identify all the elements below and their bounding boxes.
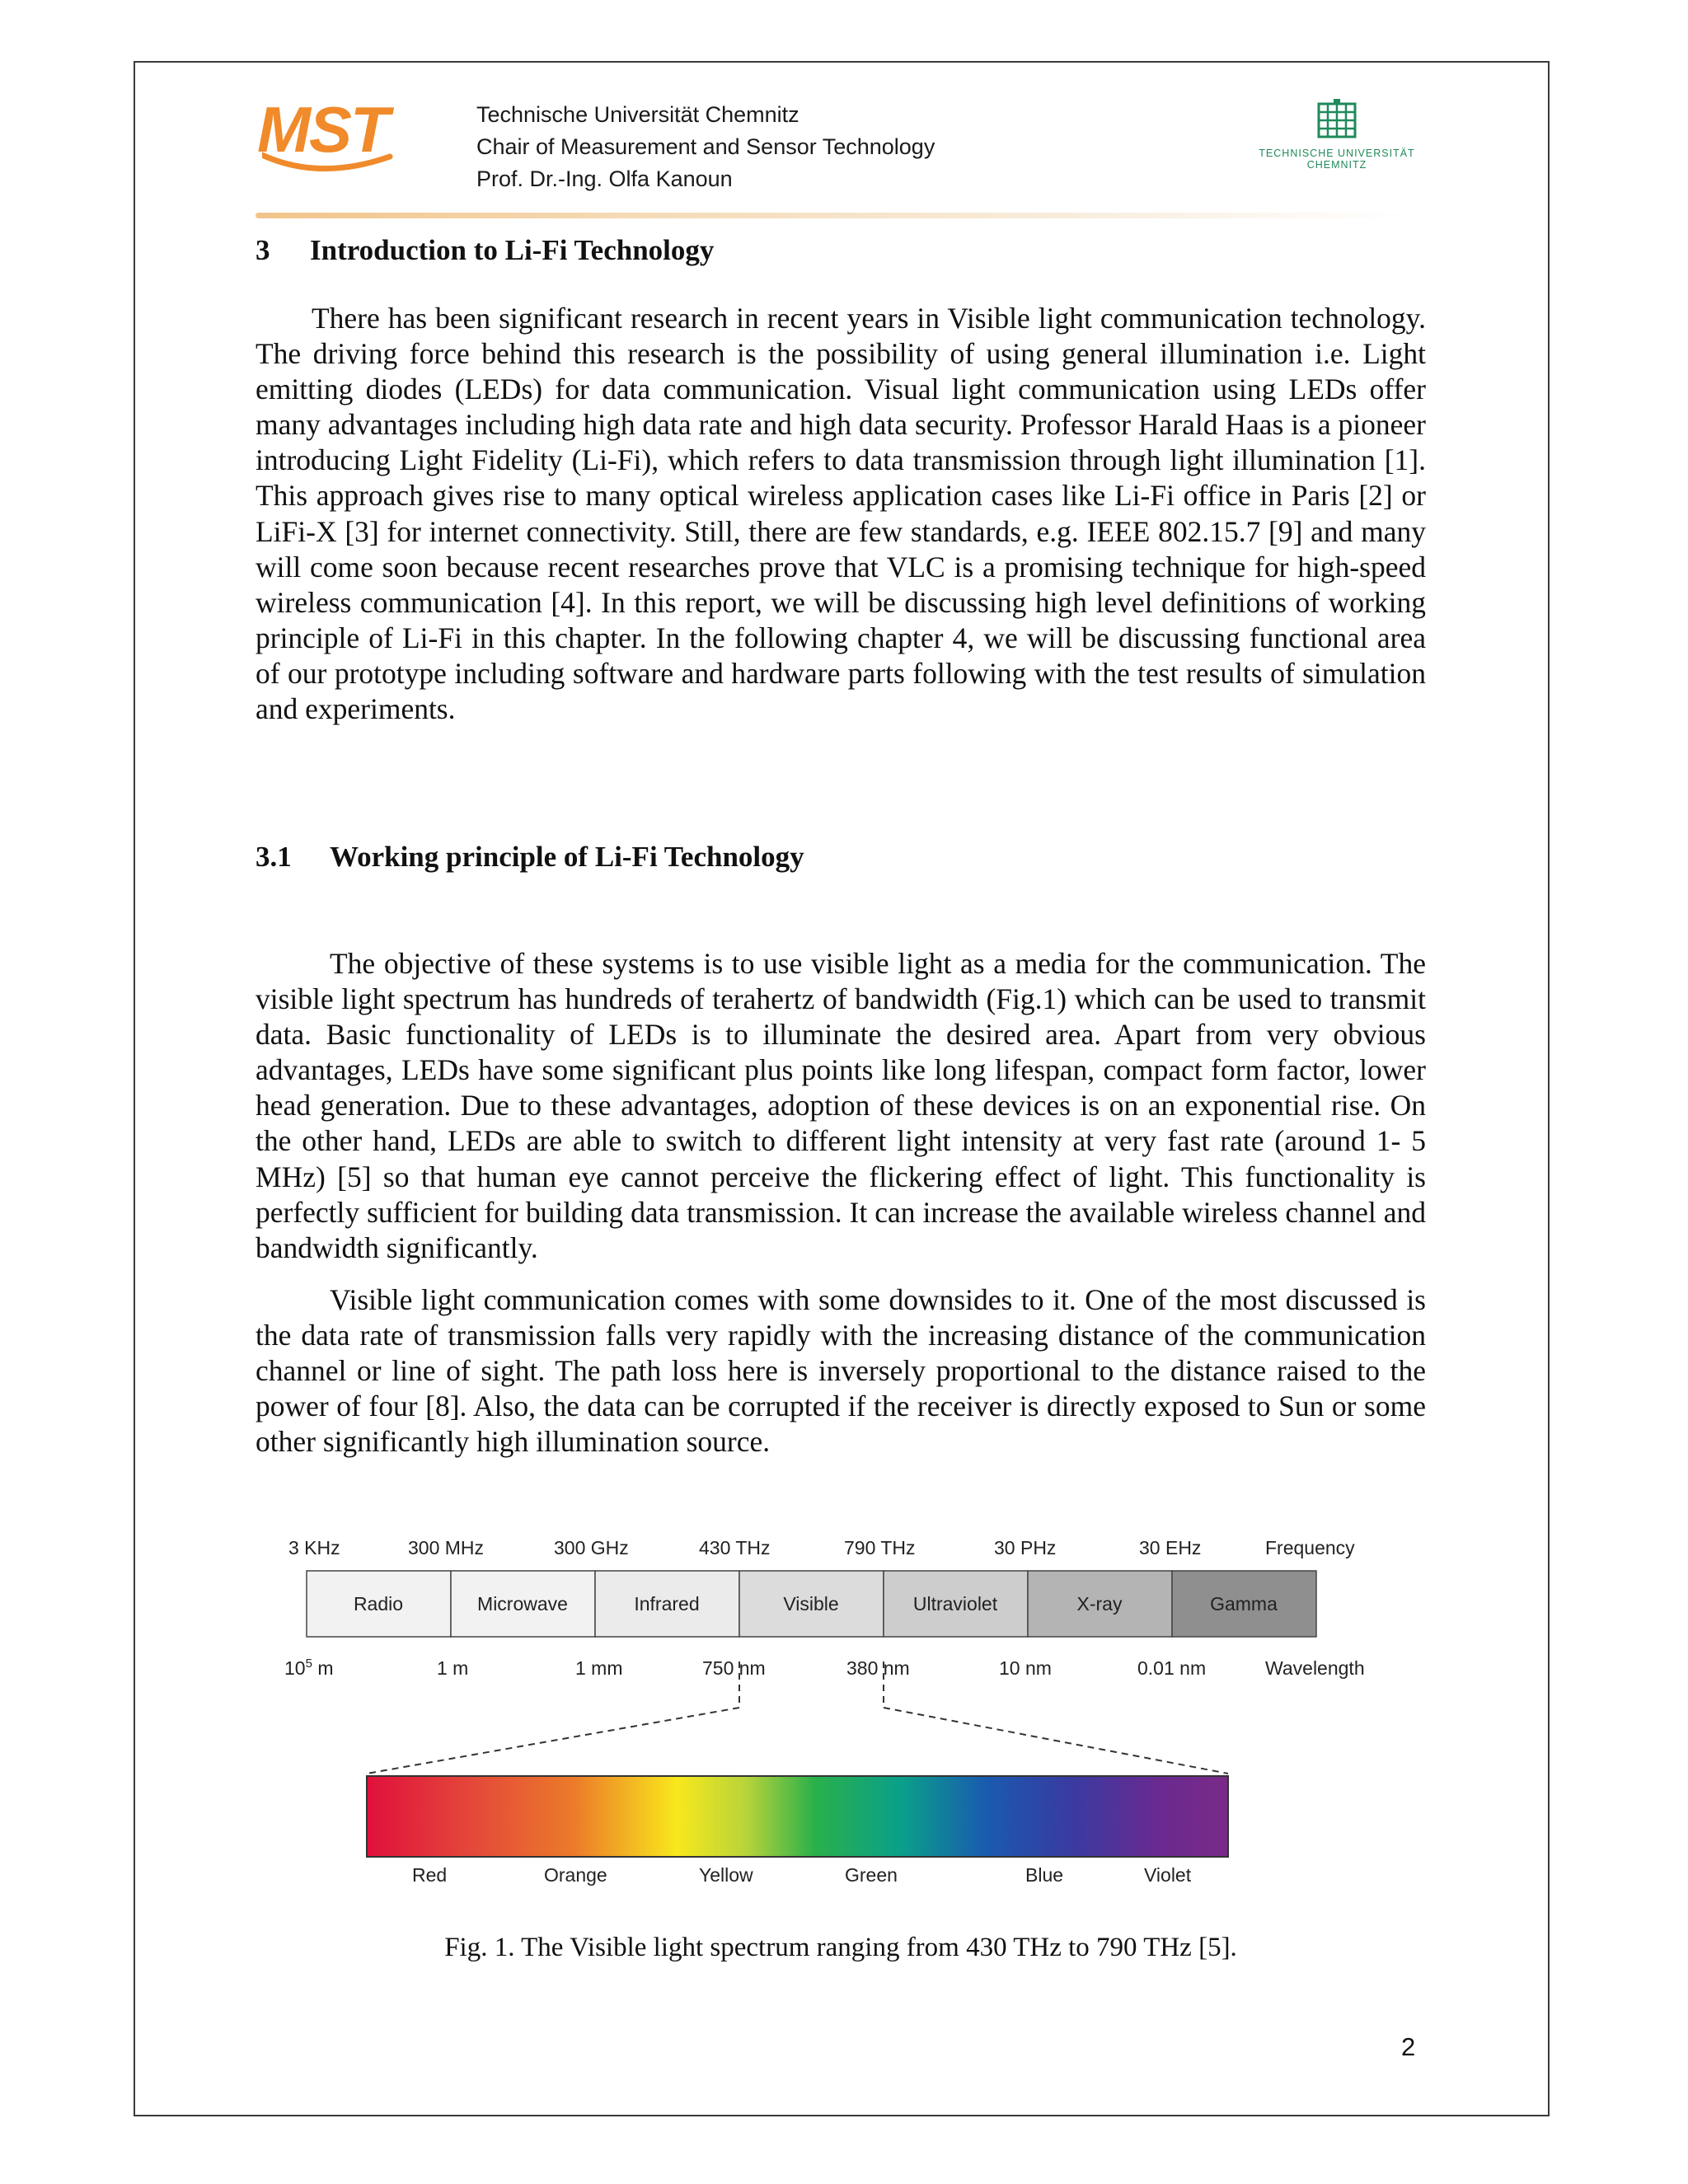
section-3-paragraph: There has been significant research in recent years in Visible light communication technology. The driving force behind this research is the possibility of using general illumination i.e. Light emitting diodes (LEDs) for data communication. Visual light communication using LEDs offer many advantages including high data rate and high data security. Professor Harald Haas is a pioneer introducing Light Fidelity (Li-Fi), which refers to data transmission through light illumination [1]. This approach gives rise to many optical wireless application cases like Li-Fi office in Paris [2] or LiFi-X [3] for internet connectivity. Still, there are few standards, e.g. IEEE 802.15.7 [9] and many will come soon because recent researches prove that VLC is a promising technique for high-speed wireless communication [4]. In this report, we will be discussing high level definitions of working principle of Li-Fi in this chapter. In the following chapter 4, we will be discussing functional area of our prototype including software and hardware parts following with the test results of simulation and experiments. <box>256 302 1426 726</box>
tu-building-icon <box>1304 97 1370 138</box>
band-label-gamma: Gamma <box>1210 1593 1278 1615</box>
band-label-infrared: Infrared <box>634 1593 700 1615</box>
freq-label-30ehz: 30 EHz <box>1139 1537 1202 1558</box>
wavelength-label-1m: 1 m <box>437 1657 469 1679</box>
header-line-professor: Prof. Dr.-Ing. Olfa Kanoun <box>476 166 733 191</box>
section-3-number: 3 <box>256 234 270 266</box>
tu-logo-line-1: TECHNISCHE UNIVERSITÄT <box>1259 148 1415 159</box>
figure-caption: Fig. 1. The Visible light spectrum ranging from 430 THz to 790 THz [5]. <box>444 1933 1237 1962</box>
tu-logo-line-2: CHEMNITZ <box>1306 159 1367 171</box>
band-label-radio: Radio <box>353 1593 404 1615</box>
color-label-green: Green <box>845 1864 898 1886</box>
section-3-1-heading <box>256 841 804 874</box>
color-label-orange: Orange <box>544 1864 607 1886</box>
section-3-1-number: 3.1 <box>256 841 292 873</box>
mst-logo-text: MST <box>257 93 388 166</box>
freq-label-30phz: 30 PHz <box>994 1537 1057 1558</box>
section-3-title: Introduction to Li-Fi Technology <box>310 234 715 266</box>
section-3-1-title: Working principle of Li-Fi Technology <box>330 841 804 873</box>
freq-label-300ghz: 300 GHz <box>554 1537 629 1558</box>
wavelength-label-first: $10^5$ m <box>284 1657 334 1679</box>
color-label-blue: Blue <box>1025 1864 1064 1886</box>
header-line-university: Technische Universität Chemnitz <box>476 102 799 127</box>
band-label-microwave: Microwave <box>477 1593 568 1615</box>
wavelength-label-10nm: 10 nm <box>999 1657 1052 1679</box>
band-label-xray: X-ray <box>1076 1593 1123 1615</box>
color-label-yellow: Yellow <box>699 1864 753 1886</box>
visible-spectrum-gradient <box>367 1776 1228 1857</box>
mst-swoosh-icon <box>262 148 394 181</box>
freq-label-430thz: 430 THz <box>699 1537 771 1558</box>
frequency-axis-title: Frequency <box>1265 1537 1355 1558</box>
wavelength-label-1mm: 1 mm <box>575 1657 623 1679</box>
zoom-connector-lines <box>367 1661 1228 1774</box>
section-3-heading <box>256 234 714 267</box>
band-label-ultraviolet: Ultraviolet <box>912 1593 998 1615</box>
header-institution <box>476 99 935 195</box>
page-number: 2 <box>1401 2032 1416 2061</box>
band-label-visible: Visible <box>783 1593 839 1615</box>
freq-label-790thz: 790 THz <box>844 1537 916 1558</box>
wavelength-label-750nm: 750 nm <box>702 1657 766 1679</box>
color-label-red: Red <box>412 1864 448 1886</box>
freq-label-3khz: 3 KHz <box>288 1537 340 1558</box>
section-3-1-paragraph-1: The objective of these systems is to use visible light as a media for the communication. The visible light spectrum has hundreds of terahertz of bandwidth (Fig.1) which can be used to transmit data. Basic functionality of LEDs is to illuminate the desired area. Apart from very obvious advantages, LEDs have some significant plus points like long lifespan, compact form factor, lower head generation. Due to these advantages, adoption of these devices is on an exponential rise. On the other hand, LEDs are able to switch to different light intensity at very fast rate (around 1- 5 MHz) [5] so that human eye cannot perceive the flickering effect of light. This functionality is perfectly sufficient for building data transmission. It can increase the available wireless channel and bandwidth significantly. <box>256 947 1426 1264</box>
wavelength-label-001nm: 0.01 nm <box>1137 1657 1207 1679</box>
header-divider <box>256 213 1409 218</box>
freq-label-300mhz: 300 MHz <box>408 1537 485 1558</box>
tu-chemnitz-logo <box>1254 97 1419 180</box>
wavelength-axis-title: Wavelength <box>1265 1657 1365 1679</box>
color-label-violet: Violet <box>1144 1864 1192 1886</box>
spectrum-figure <box>272 1525 1409 1896</box>
section-3-1-paragraph-2: Visible light communication comes with some downsides to it. One of the most discussed is the data rate of transmission falls very rapidly with the increasing distance of the communication channel or line of sight. The path loss here is inversely proportional to the distance raised to the power of four [8]. Also, the data can be corrupted if the receiver is directly exposed to Sun or some other significantly high illumination source. <box>256 1283 1426 1459</box>
header-line-chair: Chair of Measurement and Sensor Technology <box>476 134 935 159</box>
wavelength-label-380nm: 380 nm <box>846 1657 910 1679</box>
